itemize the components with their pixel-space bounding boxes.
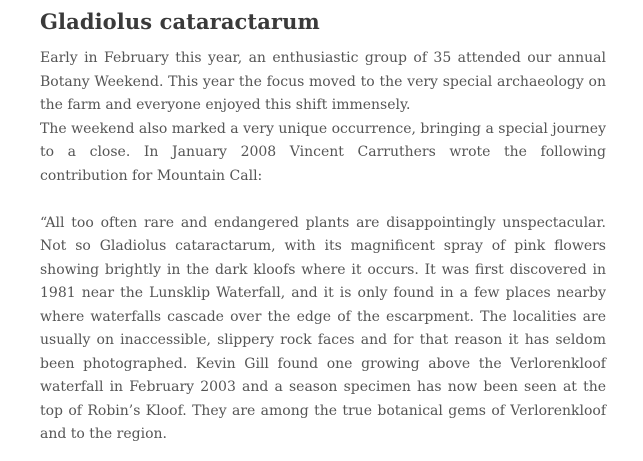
article: [40, 6, 606, 447]
paragraph-occurrence: The weekend also marked a very unique occurrence, bringing a special journey to a close. In January 2008 Vincent Carruthers wrote the following contribution for Mountain Call:: [40, 120, 606, 184]
article-title: Gladiolus cataractarum: [40, 9, 320, 34]
paragraph-intro: Early in February this year, an enthusiastic group of 35 attended our annual Botany Weekend. This year the focus moved to the very special archaeology on the farm and everyone enjoyed this shift immensely.: [40, 50, 606, 113]
paragraph-quote: “All too often rare and endangered plants are disappointingly unspectacular. Not so Gladiolus cataractarum, with its magnificent spray of pink flowers showing brightly in the dark kloofs where it occurs. It was first discovered in 1981 near the Lunsklip Waterfall, and it is only found in a few places nearby where waterfalls cascade over the edge of the escarpment. The localities are usually on inaccessible, slippery rock faces and for that reason it has seldom been photographed. Kevin Gill found one growing above the Verlorenkloof waterfall in February 2003 and a season specimen has now been seen at the top of Robin’s Kloof. They are among the true botanical gems of Verlorenkloof and to the region.: [40, 214, 606, 442]
